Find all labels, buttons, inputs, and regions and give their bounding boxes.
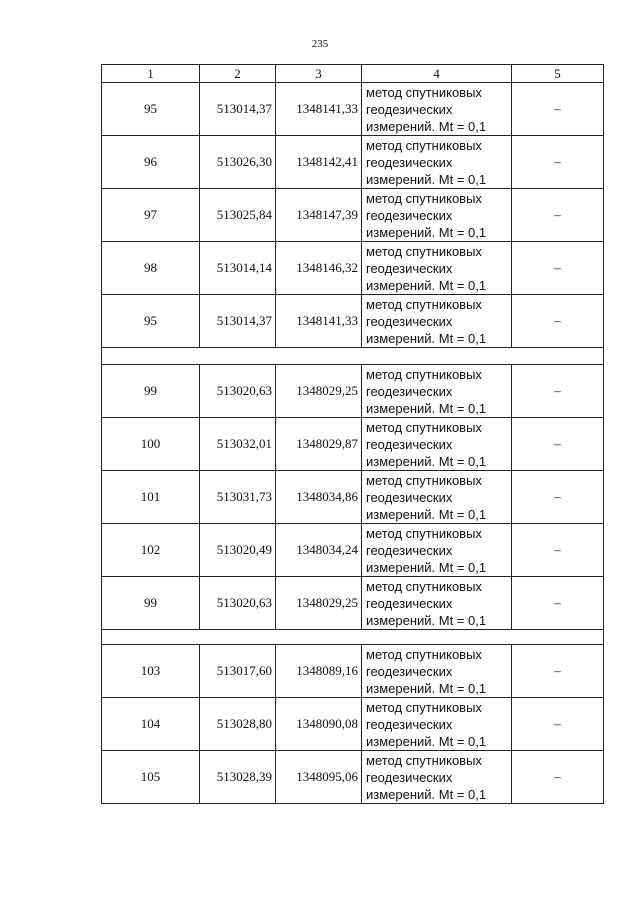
method-line: измерений. Mt = 0,1 xyxy=(366,171,487,187)
column-header-3: 3 xyxy=(276,65,362,83)
coordinate-x-cell: 513031,73 xyxy=(200,471,276,524)
column-header-5: 5 xyxy=(512,65,604,83)
method-line: метод спутниковых xyxy=(366,699,482,715)
method-line: метод спутниковых xyxy=(366,578,482,594)
method-cell xyxy=(362,524,512,577)
method-line: геодезических xyxy=(366,383,453,399)
method-cell xyxy=(362,295,512,348)
method-line: измерений. Mt = 0,1 xyxy=(366,680,487,696)
coordinate-y-cell: 1348090,08 xyxy=(276,698,362,751)
table-row xyxy=(102,577,604,630)
method-line: измерений. Mt = 0,1 xyxy=(366,733,487,749)
point-number-cell: 104 xyxy=(102,698,200,751)
method-cell xyxy=(362,189,512,242)
method-line: метод спутниковых xyxy=(366,366,482,382)
coordinate-y-cell: 1348146,32 xyxy=(276,242,362,295)
method-line: измерений. Mt = 0,1 xyxy=(366,786,487,802)
method-line: измерений. Mt = 0,1 xyxy=(366,453,487,469)
dash-cell: – xyxy=(512,242,604,295)
method-cell xyxy=(362,365,512,418)
coordinate-y-cell: 1348147,39 xyxy=(276,189,362,242)
dash-cell: – xyxy=(512,471,604,524)
method-line: измерений. Mt = 0,1 xyxy=(366,224,487,240)
coordinate-x-cell: 513017,60 xyxy=(200,645,276,698)
method-cell xyxy=(362,136,512,189)
method-line: геодезических xyxy=(366,207,453,223)
coordinate-y-cell: 1348141,33 xyxy=(276,83,362,136)
point-number-cell: 95 xyxy=(102,295,200,348)
dash-cell: – xyxy=(512,751,604,804)
coordinate-x-cell: 513032,01 xyxy=(200,418,276,471)
dash-cell: – xyxy=(512,418,604,471)
dash-cell: – xyxy=(512,189,604,242)
point-number-cell: 101 xyxy=(102,471,200,524)
table-row xyxy=(102,751,604,804)
coordinates-table xyxy=(101,64,604,804)
column-header-2: 2 xyxy=(200,65,276,83)
point-number-cell: 96 xyxy=(102,136,200,189)
dash-cell: – xyxy=(512,83,604,136)
coordinate-y-cell: 1348034,86 xyxy=(276,471,362,524)
table-row xyxy=(102,295,604,348)
method-cell xyxy=(362,645,512,698)
method-line: геодезических xyxy=(366,260,453,276)
method-line: геодезических xyxy=(366,154,453,170)
table-row xyxy=(102,471,604,524)
coordinate-x-cell: 513020,63 xyxy=(200,365,276,418)
group-separator-row xyxy=(102,348,604,365)
coordinate-y-cell: 1348141,33 xyxy=(276,295,362,348)
coordinate-x-cell: 513028,80 xyxy=(200,698,276,751)
method-cell xyxy=(362,751,512,804)
column-header-4: 4 xyxy=(362,65,512,83)
group-separator-row xyxy=(102,630,604,645)
method-line: геодезических xyxy=(366,716,453,732)
group-separator-cell xyxy=(102,630,604,645)
method-cell xyxy=(362,698,512,751)
method-line: геодезических xyxy=(366,769,453,785)
method-line: геодезических xyxy=(366,663,453,679)
table-row xyxy=(102,365,604,418)
table-row xyxy=(102,83,604,136)
point-number-cell: 98 xyxy=(102,242,200,295)
method-cell xyxy=(362,242,512,295)
coordinate-y-cell: 1348034,24 xyxy=(276,524,362,577)
method-cell xyxy=(362,83,512,136)
dash-cell: – xyxy=(512,577,604,630)
method-line: метод спутниковых xyxy=(366,296,482,312)
coordinate-x-cell: 513014,37 xyxy=(200,83,276,136)
coordinate-y-cell: 1348142,41 xyxy=(276,136,362,189)
point-number-cell: 103 xyxy=(102,645,200,698)
coordinate-y-cell: 1348029,25 xyxy=(276,365,362,418)
dash-cell: – xyxy=(512,698,604,751)
coordinate-y-cell: 1348029,25 xyxy=(276,577,362,630)
column-header-1: 1 xyxy=(102,65,200,83)
method-line: метод спутниковых xyxy=(366,525,482,541)
coordinate-x-cell: 513014,14 xyxy=(200,242,276,295)
point-number-cell: 99 xyxy=(102,365,200,418)
dash-cell: – xyxy=(512,295,604,348)
dash-cell: – xyxy=(512,524,604,577)
method-line: измерений. Mt = 0,1 xyxy=(366,400,487,416)
method-cell xyxy=(362,418,512,471)
coordinate-y-cell: 1348089,16 xyxy=(276,645,362,698)
method-line: измерений. Mt = 0,1 xyxy=(366,330,487,346)
method-line: геодезических xyxy=(366,101,453,117)
table-row xyxy=(102,189,604,242)
method-line: измерений. Mt = 0,1 xyxy=(366,612,487,628)
table-row xyxy=(102,524,604,577)
table-header-row xyxy=(102,65,604,83)
method-line: метод спутниковых xyxy=(366,419,482,435)
method-line: измерений. Mt = 0,1 xyxy=(366,506,487,522)
point-number-cell: 100 xyxy=(102,418,200,471)
method-line: метод спутниковых xyxy=(366,243,482,259)
method-line: геодезических xyxy=(366,489,453,505)
table-row xyxy=(102,136,604,189)
method-line: геодезических xyxy=(366,436,453,452)
method-line: измерений. Mt = 0,1 xyxy=(366,277,487,293)
table-row xyxy=(102,645,604,698)
table-row xyxy=(102,698,604,751)
coordinate-x-cell: 513020,49 xyxy=(200,524,276,577)
method-cell xyxy=(362,577,512,630)
method-line: метод спутниковых xyxy=(366,190,482,206)
coordinate-y-cell: 1348095,06 xyxy=(276,751,362,804)
method-cell xyxy=(362,471,512,524)
page-number: 235 xyxy=(311,38,329,50)
point-number-cell: 105 xyxy=(102,751,200,804)
coordinate-x-cell: 513026,30 xyxy=(200,136,276,189)
dash-cell: – xyxy=(512,365,604,418)
coordinate-x-cell: 513014,37 xyxy=(200,295,276,348)
point-number-cell: 97 xyxy=(102,189,200,242)
method-line: метод спутниковых xyxy=(366,84,482,100)
method-line: геодезических xyxy=(366,595,453,611)
method-line: геодезических xyxy=(366,313,453,329)
table-row xyxy=(102,418,604,471)
method-line: метод спутниковых xyxy=(366,646,482,662)
method-line: измерений. Mt = 0,1 xyxy=(366,118,487,134)
coordinate-y-cell: 1348029,87 xyxy=(276,418,362,471)
point-number-cell: 95 xyxy=(102,83,200,136)
point-number-cell: 99 xyxy=(102,577,200,630)
coordinate-x-cell: 513028,39 xyxy=(200,751,276,804)
coordinate-x-cell: 513020,63 xyxy=(200,577,276,630)
method-line: метод спутниковых xyxy=(366,752,482,768)
dash-cell: – xyxy=(512,136,604,189)
method-line: измерений. Mt = 0,1 xyxy=(366,559,487,575)
method-line: метод спутниковых xyxy=(366,137,482,153)
dash-cell: – xyxy=(512,645,604,698)
method-line: метод спутниковых xyxy=(366,472,482,488)
group-separator-cell xyxy=(102,348,604,365)
point-number-cell: 102 xyxy=(102,524,200,577)
method-line: геодезических xyxy=(366,542,453,558)
table-row xyxy=(102,242,604,295)
coordinate-x-cell: 513025,84 xyxy=(200,189,276,242)
